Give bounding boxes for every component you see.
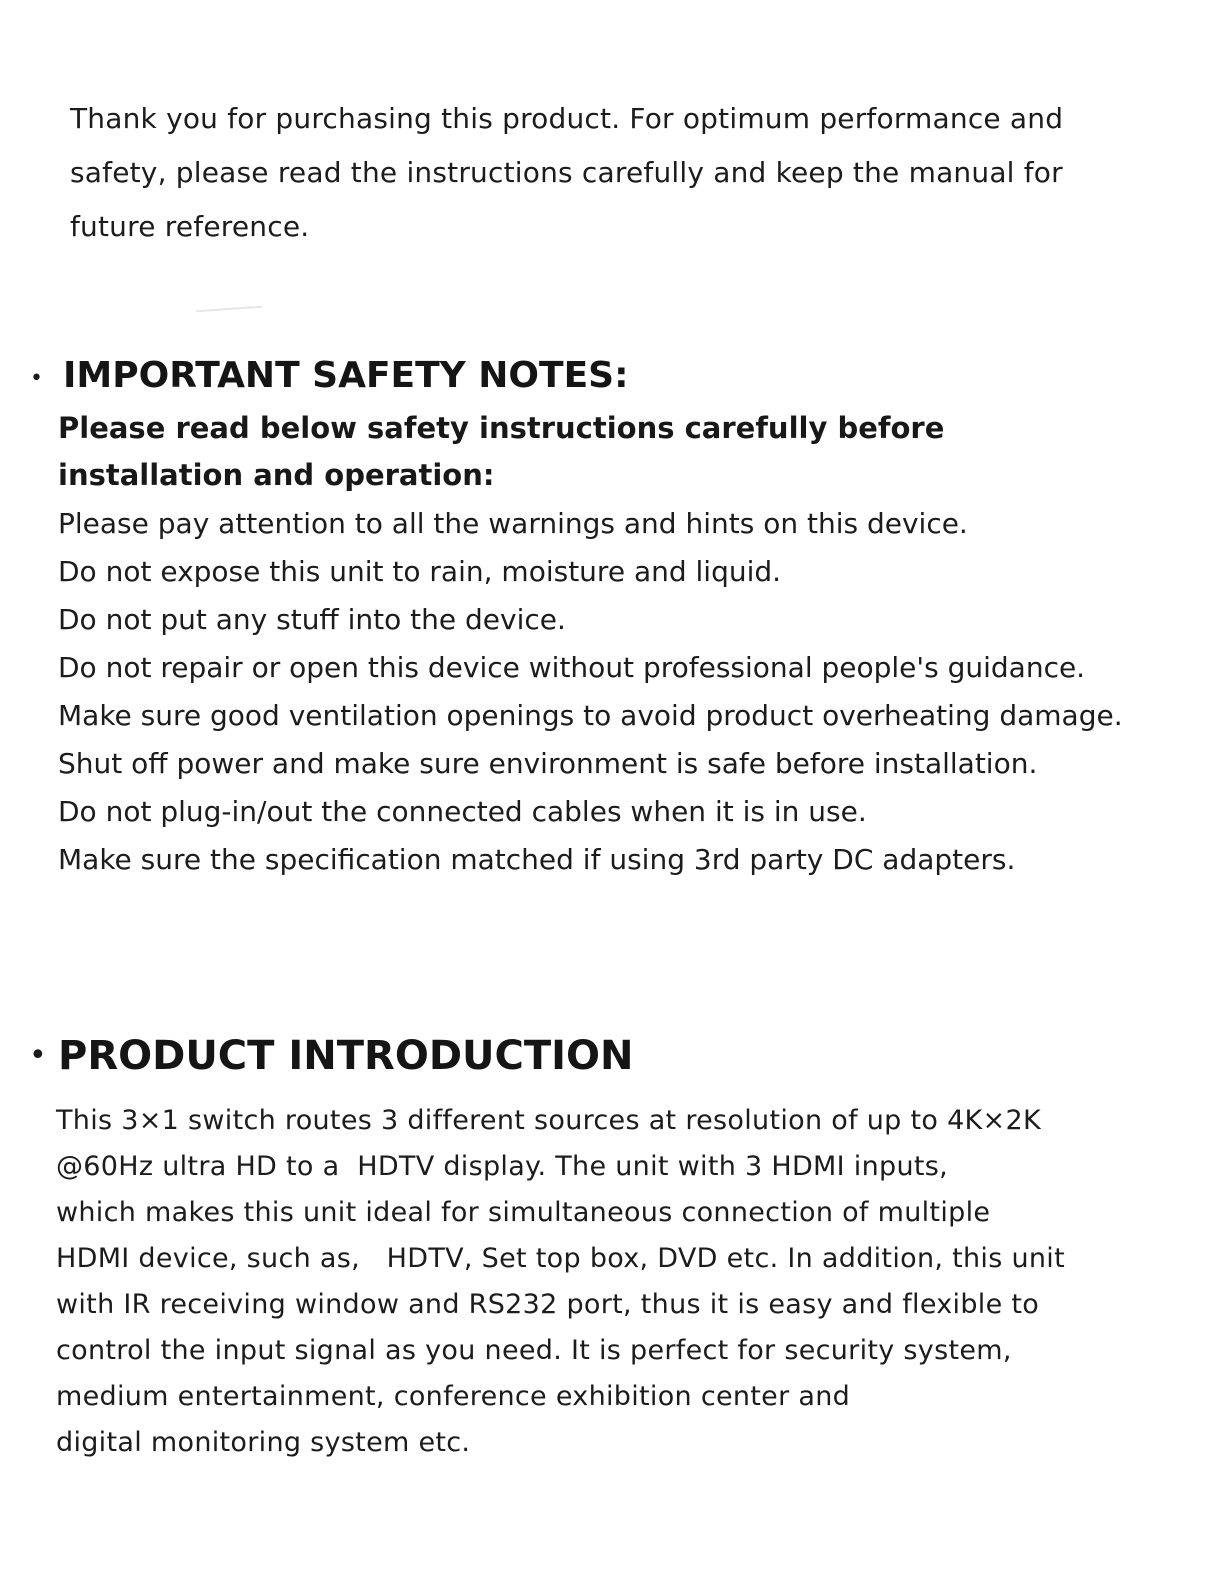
product-heading: PRODUCT INTRODUCTION [58,1033,634,1079]
safety-item: Please pay attention to all the warnings and hints on this device. [58,507,968,540]
safety-item: Shut off power and make sure environment is safe before installation. [58,747,1038,780]
safety-item: Make sure the specification matched if using 3rd party DC adapters. [58,843,1016,876]
description-line: HDMI device, such as, HDTV, Set top box, DVD etc. In addition, this unit [56,1243,1065,1274]
bullet-icon: • [29,1038,47,1073]
description-line: This 3×1 switch routes 3 different sources at resolution of up to 4K×2K [56,1105,1041,1136]
safety-item: Do not expose this unit to rain, moisture and liquid. [58,555,782,588]
intro-paragraph [70,92,1150,254]
safety-item: Make sure good ventilation openings to avoid product overheating damage. [58,699,1123,732]
safety-item: Do not repair or open this device without professional people's guidance. [58,651,1086,684]
safety-item: Do not plug-in/out the connected cables when it is in use. [58,795,867,828]
description-line: digital monitoring system etc. [56,1427,471,1458]
subheading-line: Please read below safety instructions carefully before [58,411,945,445]
subheading-line: installation and operation: [58,458,495,492]
description-line: control the input signal as you need. It is perfect for security system, [56,1335,1012,1366]
safety-heading: IMPORTANT SAFETY NOTES: [63,355,629,396]
intro-line: safety, please read the instructions carefully and keep the manual for [70,156,1063,189]
description-line: with IR receiving window and RS232 port, thus it is easy and flexible to [56,1289,1040,1320]
description-line: which makes this unit ideal for simultaneous connection of multiple [56,1197,991,1228]
product-description [56,1098,1065,1466]
description-line: @60Hz ultra HD to a HDTV display. The unit with 3 HDMI inputs, [56,1151,948,1182]
description-line: medium entertainment, conference exhibition center and [56,1381,851,1412]
safety-item: Do not put any stuff into the device. [58,603,566,636]
intro-line: future reference. [70,210,310,243]
intro-line: Thank you for purchasing this product. For optimum performance and [70,102,1064,135]
safety-subheading [58,405,944,499]
scan-mark [196,306,262,313]
safety-list [58,500,1123,884]
bullet-icon: • [30,366,43,391]
